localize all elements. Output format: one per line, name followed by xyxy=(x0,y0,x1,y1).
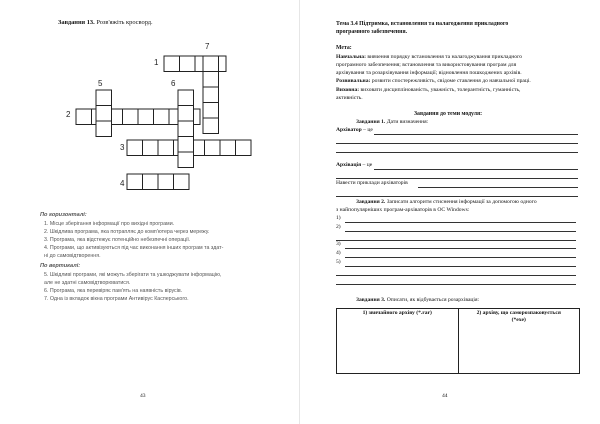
module-title: Завдання до теми модуля: xyxy=(414,111,483,117)
topic-line-2: програмного забезпечення. xyxy=(336,29,408,35)
unarchive-table xyxy=(336,308,580,374)
archiver-definition-label: Архіватор – це xyxy=(336,127,373,133)
archiver-answer-line-3[interactable] xyxy=(336,152,578,153)
educational-goal: Навчальна: вивчення порядку встановлення та налагоджування прикладного xyxy=(336,54,523,60)
task2-heading: Завдання 2. Записати алгоритм стиснення інформації за допомогою одного xyxy=(356,199,537,205)
clue-number-4: 4 xyxy=(120,179,125,188)
page-number-left: 43 xyxy=(140,393,146,399)
step-5-line-2[interactable] xyxy=(336,275,576,276)
educational-goal-2: програмного забезпечення; встановлення та використовування програм для xyxy=(336,62,517,68)
step-4-line[interactable] xyxy=(345,257,576,258)
clue-h4-cont: ні до самовідтворення. xyxy=(44,253,101,259)
task2-heading-2: з найпопулярніших програм-архіваторів в ОС Windows: xyxy=(336,207,470,213)
step-1-label: 1) xyxy=(336,215,341,221)
clue-number-5: 5 xyxy=(98,79,103,88)
clue-v6: 6. Програма, яка перевіряє пам'ять на наявність вірусів. xyxy=(44,288,183,294)
clue-h2: 2. Шкідлива програма, яка потрапляє до комп'ютера через мережу. xyxy=(44,229,210,235)
clue-h1: 1. Місце зберігання інформації про вихідні програми. xyxy=(44,221,175,227)
educational-goal-3: архівування та розархівування інформації; відновлення пошкоджених архівів. xyxy=(336,70,522,76)
examples-answer-line-2[interactable] xyxy=(336,196,578,197)
clue-h4: 4. Програми, що активізуються під час виконання інших програм та здат- xyxy=(44,245,224,251)
step-3-line[interactable] xyxy=(345,248,576,249)
examples-label: Навести приклади архіваторів xyxy=(336,180,408,186)
step-2-label: 2) xyxy=(336,224,341,230)
examples-answer-line-1[interactable] xyxy=(418,187,578,188)
step-3-label: 3) xyxy=(336,241,341,247)
page-number-right: 44 xyxy=(442,393,448,399)
clue-number-3: 3 xyxy=(120,143,125,152)
clue-v5-cont: але не здатні самовідтворюватися. xyxy=(44,280,131,286)
archiver-answer-line-1[interactable] xyxy=(374,134,578,135)
step-4-label: 4) xyxy=(336,250,341,256)
clue-number-1: 1 xyxy=(154,58,159,67)
task3-heading: Завдання 3. Описати, як відбувається розархівація: xyxy=(356,297,480,303)
step-2-line-2[interactable] xyxy=(336,240,576,241)
step-5-label: 5) xyxy=(336,259,341,265)
upbringing-goal-2: активність. xyxy=(336,95,363,101)
table-col-rar[interactable]: 1) звичайного архіву (*.rar) xyxy=(337,309,459,374)
clue-v7: 7. Одна із вкладок вікна програми Антивірус Касперського. xyxy=(44,296,189,302)
table-col-exe[interactable]: 2) архіву, що саморозпаковується (*exe) xyxy=(458,309,580,374)
clue-number-6: 6 xyxy=(171,79,176,88)
clue-v5: 5. Шкідливі програми, які можуть зберігати та ушкоджувати інформацію, xyxy=(44,272,222,278)
step-5-line-3[interactable] xyxy=(336,284,576,285)
archiving-answer-line-2[interactable] xyxy=(336,178,578,179)
task1-heading: Завдання 1. Дати визначення: xyxy=(356,119,429,125)
task13-heading: Завдання 13. Розв'яжіть кросворд. xyxy=(58,19,153,26)
clue-h3: 3. Програма, яка відстежує потенційно небезпечні операції. xyxy=(44,237,191,243)
horizontal-header: По горизонталі: xyxy=(40,212,87,218)
goal-label: Мета: xyxy=(336,45,352,51)
topic-line-1: Тема 3.4 Підтримка, встановлення та налагодження прикладного xyxy=(336,21,509,27)
archiving-definition-label: Архівація – це xyxy=(336,162,373,168)
step-2-line[interactable] xyxy=(345,231,576,232)
step-1-line[interactable] xyxy=(345,222,576,223)
step-5-line[interactable] xyxy=(345,266,576,267)
upbringing-goal: Виховна: виховати дисциплінованість, уважність, толерантність, гуманність, xyxy=(336,87,521,93)
vertical-header: По вертикалі: xyxy=(40,263,81,269)
archiver-answer-line-2[interactable] xyxy=(336,143,578,144)
archiving-answer-line-1[interactable] xyxy=(374,169,578,170)
clue-number-2: 2 xyxy=(66,110,71,119)
clue-number-7: 7 xyxy=(205,42,210,51)
developing-goal: Розвивальна: розвити спостережливість, свідоме ставлення до навчальної праці. xyxy=(336,78,531,84)
